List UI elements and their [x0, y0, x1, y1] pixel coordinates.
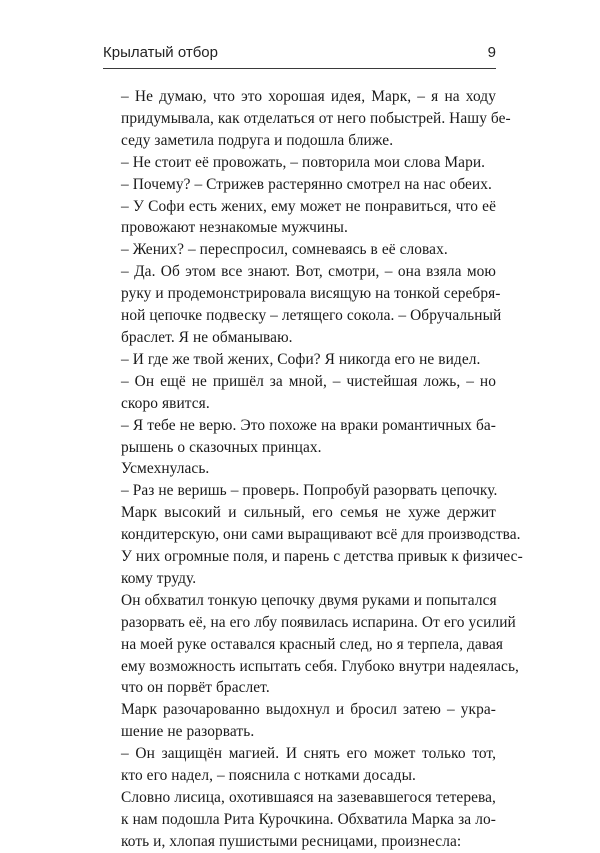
- paragraph: [103, 590, 519, 700]
- running-header: [103, 44, 496, 62]
- text-line: – Он ещё не пришёл за мной, – чистейшая ложь, – но: [121, 372, 496, 390]
- text-line: седу заметила подруга и подошла ближе.: [121, 131, 394, 149]
- paragraph: [103, 349, 496, 371]
- text-line: – Я тебе не верю. Это похоже на враки романтичных ба-: [121, 416, 496, 434]
- paragraph: [103, 787, 496, 853]
- page-number: 9: [487, 44, 496, 61]
- paragraph: [103, 458, 496, 480]
- text-line: провожают незнакомые мужчины.: [121, 219, 348, 237]
- paragraph: [103, 196, 496, 240]
- text-line: к нам подошла Рита Курочкина. Обхватила Марка за ло-: [121, 810, 496, 828]
- text-line: скоро явится.: [121, 394, 210, 412]
- paragraph: [103, 480, 496, 502]
- paragraph: [103, 86, 511, 152]
- text-line: что он порвёт браслет.: [121, 679, 270, 697]
- text-line: Он обхватил тонкую цепочку двумя руками и попытался: [121, 591, 497, 609]
- text-line: на моей руке оставался красный след, но я терпела, давая: [121, 635, 504, 653]
- text-line: У них огромные поля, и парень с детства привык к физичес-: [121, 548, 523, 566]
- text-line: коть и, хлопая пушистыми ресницами, произнесла:: [121, 832, 462, 850]
- paragraph: [103, 174, 496, 196]
- text-line: – Раз не веришь – проверь. Попробуй разорвать цепочку.: [121, 482, 498, 500]
- text-line: руку и продемонстрировала висящую на тонкой серебря-: [121, 285, 501, 303]
- text-line: – Жених? – переспросил, сомневаясь в её словах.: [121, 241, 448, 259]
- text-line: придумывала, как отделаться от него побыстрей. Нашу бе-: [121, 109, 511, 127]
- text-line: ему возможность испытать себя. Глубоко внутри надеялась,: [121, 657, 519, 675]
- text-line: Марк разочарованно выдохнул и бросил затею – укра-: [121, 701, 496, 719]
- text-line: разорвать её, на его лбу появилась испарина. От его усилий: [121, 613, 516, 631]
- paragraph: [103, 239, 496, 261]
- text-line: Усмехнулась.: [121, 460, 210, 478]
- text-line: – Не стоит её провожать, – повторила мои слова Мари.: [121, 153, 486, 171]
- text-line: – У Софи есть жених, ему может не понравиться, что её: [121, 197, 496, 215]
- text-line: кому труду.: [121, 569, 197, 587]
- text-line: Марк высокий и сильный, его семья не хуже держит: [121, 504, 496, 522]
- text-line: – Почему? – Стрижев растерянно смотрел на нас обеих.: [121, 175, 492, 193]
- header-rule: [103, 68, 496, 69]
- text-line: ной цепочке подвеску – летящего сокола. – Обручальный: [121, 307, 502, 325]
- text-line: кто его надел, – пояснила с нотками досады.: [121, 767, 416, 785]
- text-line: – И где же твой жених, Софи? Я никогда его не видел.: [121, 350, 481, 368]
- text-line: – Он защищён магией. И снять его может только тот,: [121, 745, 496, 763]
- text-line: – Не думаю, что это хорошая идея, Марк, – я на ходу: [121, 88, 496, 105]
- paragraph: [103, 152, 496, 174]
- paragraph: [103, 371, 496, 415]
- paragraph: [103, 261, 502, 349]
- text-line: Словно лисица, охотившаяся на зазевавшегося тетерева,: [121, 789, 496, 806]
- body-text: [103, 86, 523, 853]
- text-line: браслет. Я не обманываю.: [121, 328, 293, 346]
- paragraph: [103, 699, 496, 743]
- text-line: кондитерскую, они сами выращивают всё для производства.: [121, 526, 521, 544]
- text-line: – Да. Об этом все знают. Вот, смотри, – она взяла мою: [121, 263, 496, 281]
- running-title: Крылатый отбор: [103, 44, 218, 61]
- paragraph: [103, 502, 523, 590]
- paragraph: [103, 415, 496, 459]
- text-line: шение не разорвать.: [121, 723, 255, 741]
- text-line: рышень о сказочных принцах.: [121, 438, 322, 456]
